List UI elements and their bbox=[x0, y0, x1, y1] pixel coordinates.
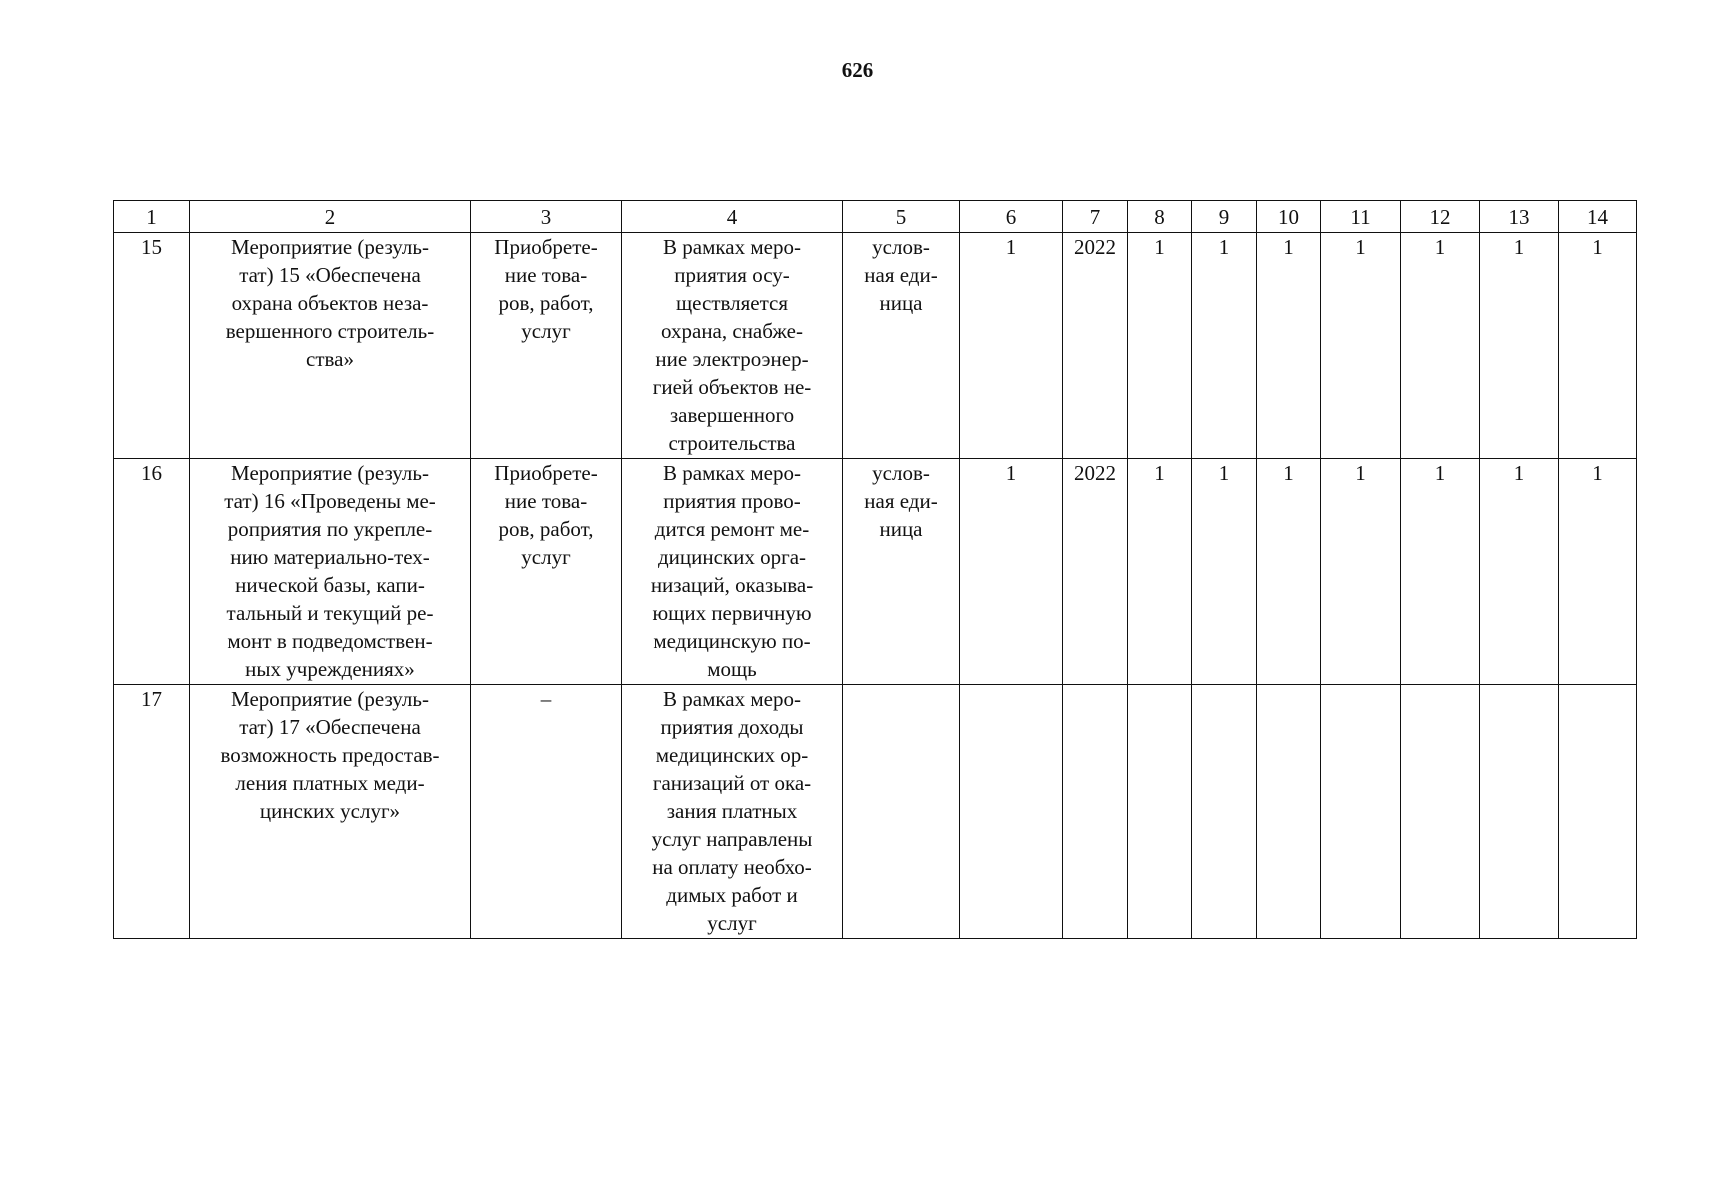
year-cell bbox=[1063, 685, 1128, 939]
value-cell-14: 1 bbox=[1559, 459, 1637, 685]
column-header-11: 11 bbox=[1321, 201, 1401, 233]
value-cell-11: 1 bbox=[1321, 459, 1401, 685]
year-cell: 2022 bbox=[1063, 459, 1128, 685]
event-type-cell: Приобрете- ние това- ров, работ, услуг bbox=[471, 233, 622, 459]
event-description-cell: В рамках меро- приятия прово- дится ремонт ме- дицинских орга- низаций, оказыва- ющих первичную медицинскую по- мощь bbox=[622, 459, 843, 685]
value-cell-11 bbox=[1321, 685, 1401, 939]
event-description-cell: В рамках меро- приятия доходы медицинских ор- ганизаций от ока- зания платных услуг направлены на оплату необхо- димых работ и услуг bbox=[622, 685, 843, 939]
event-description-cell: В рамках меро- приятия осу- ществляется охрана, снабже- ние электроэнер- гией объектов не- завершенного строительства bbox=[622, 233, 843, 459]
row-number-cell: 15 bbox=[114, 233, 190, 459]
table-row bbox=[114, 459, 1637, 685]
value-cell-13: 1 bbox=[1480, 233, 1559, 459]
value-cell-10 bbox=[1257, 685, 1321, 939]
value-cell-8: 1 bbox=[1128, 233, 1192, 459]
value-cell-8: 1 bbox=[1128, 459, 1192, 685]
unit-cell bbox=[843, 685, 960, 939]
year-cell: 2022 bbox=[1063, 233, 1128, 459]
event-name-cell: Мероприятие (резуль- тат) 17 «Обеспечена возможность предостав- ления платных меди- цинских услуг» bbox=[190, 685, 471, 939]
value-cell-12: 1 bbox=[1401, 233, 1480, 459]
column-header-6: 6 bbox=[960, 201, 1063, 233]
value-cell-13: 1 bbox=[1480, 459, 1559, 685]
value-cell-6 bbox=[960, 685, 1063, 939]
event-type-cell: Приобрете- ние това- ров, работ, услуг bbox=[471, 459, 622, 685]
value-cell-6: 1 bbox=[960, 233, 1063, 459]
column-header-5: 5 bbox=[843, 201, 960, 233]
row-number-cell: 16 bbox=[114, 459, 190, 685]
value-cell-13 bbox=[1480, 685, 1559, 939]
event-name-cell: Мероприятие (резуль- тат) 15 «Обеспечена охрана объектов неза- вершенного строитель- ства» bbox=[190, 233, 471, 459]
value-cell-9: 1 bbox=[1192, 233, 1257, 459]
table-row bbox=[114, 685, 1637, 939]
value-cell-10: 1 bbox=[1257, 233, 1321, 459]
unit-cell: услов- ная еди- ница bbox=[843, 233, 960, 459]
event-type-cell: – bbox=[471, 685, 622, 939]
event-name-cell: Мероприятие (резуль- тат) 16 «Проведены ме- роприятия по укрепле- нию материально-тех- нической базы, капи- тальный и текущий ре- монт в подведомствен- ных учреждениях» bbox=[190, 459, 471, 685]
column-header-10: 10 bbox=[1257, 201, 1321, 233]
value-cell-8 bbox=[1128, 685, 1192, 939]
column-header-13: 13 bbox=[1480, 201, 1559, 233]
column-header-7: 7 bbox=[1063, 201, 1128, 233]
header-row bbox=[114, 201, 1637, 233]
column-header-8: 8 bbox=[1128, 201, 1192, 233]
value-cell-14 bbox=[1559, 685, 1637, 939]
column-header-1: 1 bbox=[114, 201, 190, 233]
page-number: 626 bbox=[841, 58, 874, 82]
column-header-3: 3 bbox=[471, 201, 622, 233]
value-cell-12: 1 bbox=[1401, 459, 1480, 685]
value-cell-10: 1 bbox=[1257, 459, 1321, 685]
value-cell-9: 1 bbox=[1192, 459, 1257, 685]
data-table bbox=[113, 200, 1637, 939]
value-cell-9 bbox=[1192, 685, 1257, 939]
column-header-12: 12 bbox=[1401, 201, 1480, 233]
row-number-cell: 17 bbox=[114, 685, 190, 939]
value-cell-11: 1 bbox=[1321, 233, 1401, 459]
column-header-4: 4 bbox=[622, 201, 843, 233]
value-cell-12 bbox=[1401, 685, 1480, 939]
column-header-9: 9 bbox=[1192, 201, 1257, 233]
value-cell-6: 1 bbox=[960, 459, 1063, 685]
column-header-2: 2 bbox=[190, 201, 471, 233]
column-header-14: 14 bbox=[1559, 201, 1637, 233]
unit-cell: услов- ная еди- ница bbox=[843, 459, 960, 685]
value-cell-14: 1 bbox=[1559, 233, 1637, 459]
table-row bbox=[114, 233, 1637, 459]
